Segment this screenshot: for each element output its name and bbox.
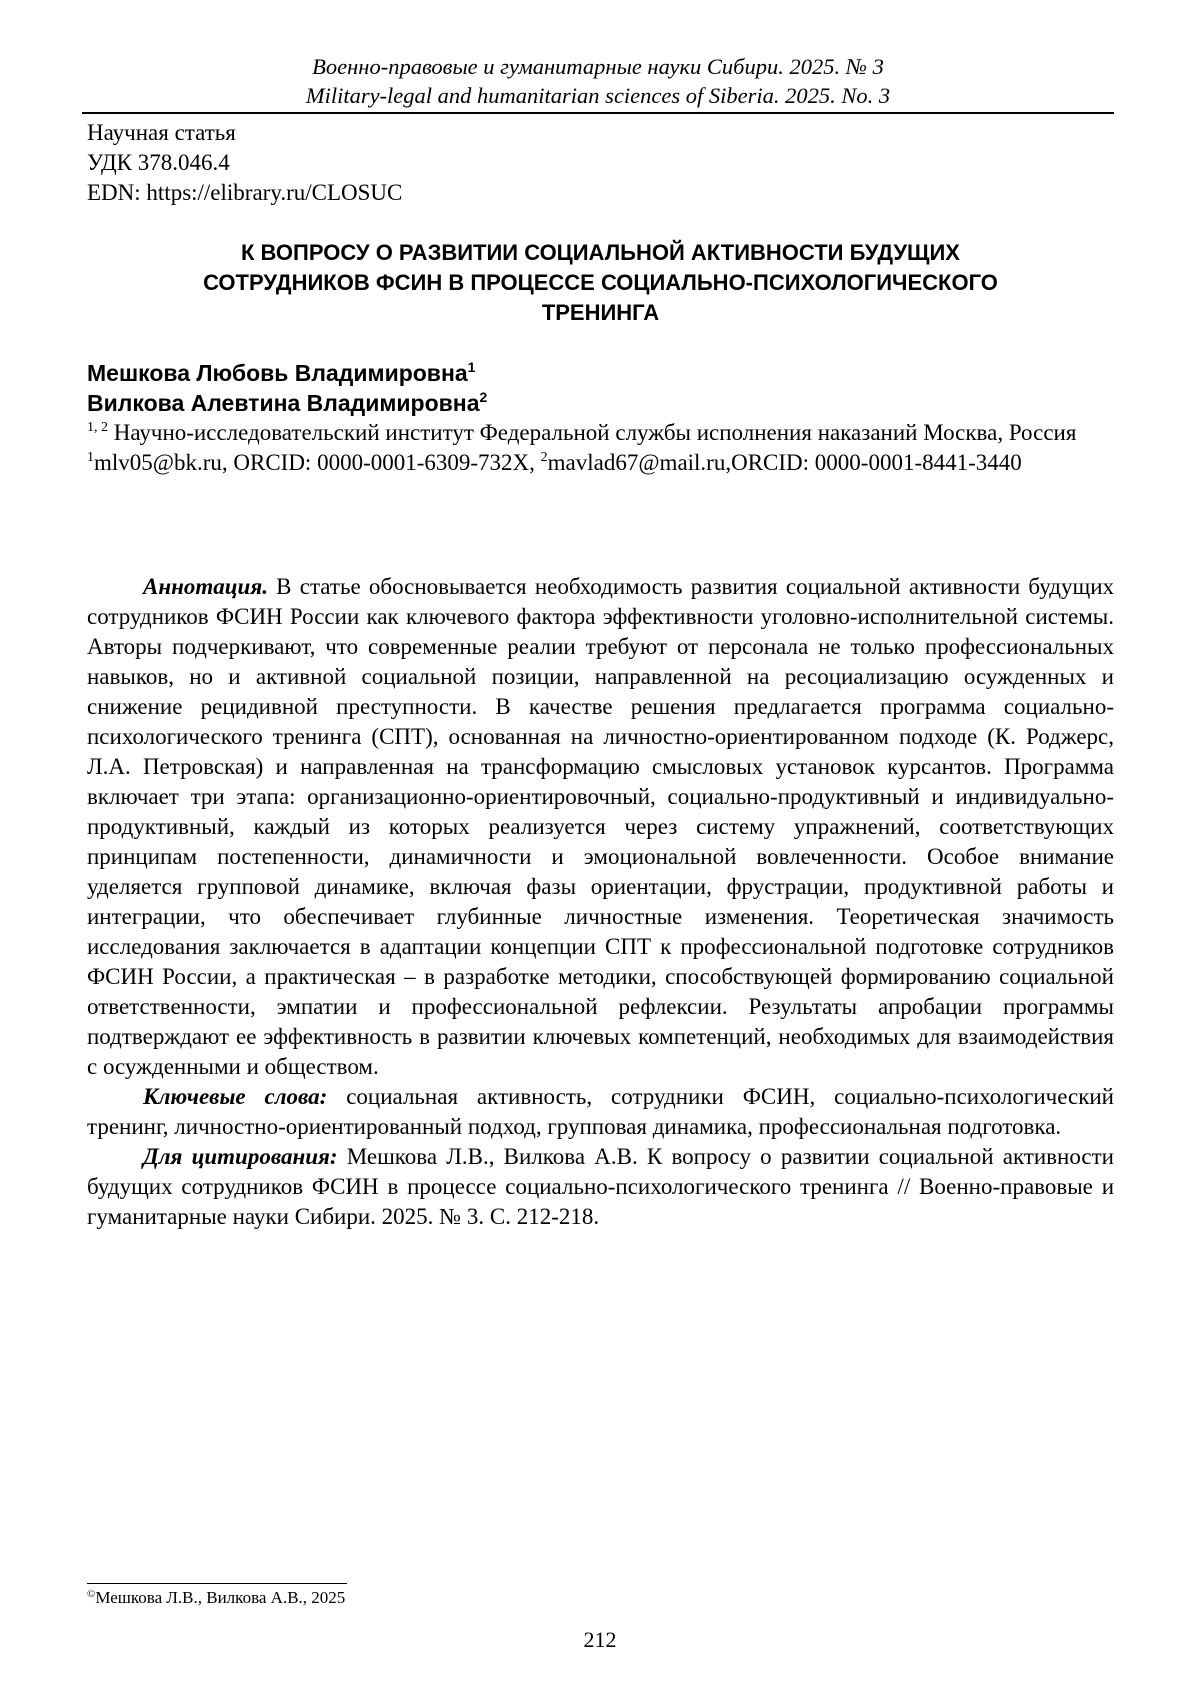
copyright-footnote [87,1587,345,1609]
affiliation [87,418,1114,448]
author-1-sup: 1 [467,359,476,375]
contacts [87,448,1114,478]
citation-text: Мешкова Л.В., Вилкова А.В. К вопросу о развитии социальной активности будущих сотрудников ФСИН в процессе социально-психологического тренинга // Военно-правовые и гуманитарные науки Сибири. 2025. № 3. С. 212-218. [87,1144,1114,1229]
journal-header [82,52,1114,110]
edn-link[interactable]: EDN: https://elibrary.ru/CLOSUC [87,180,403,205]
article-title [87,238,1114,328]
article-meta [87,118,402,208]
journal-title-en: Military-legal and humanitarian sciences of Siberia. 2025. No. 3 [305,83,891,108]
contact-2-text[interactable]: mavlad67@mail.ru,ORCID: 0000-0001-8441-3440 [547,450,1022,475]
header-divider [82,112,1114,114]
copyright-symbol: © [87,1588,96,1600]
title-line: ТРЕНИНГА [541,300,660,325]
title-line: К ВОПРОСУ О РАЗВИТИИ СОЦИАЛЬНОЙ АКТИВНОСТИ БУДУЩИХ [241,240,960,265]
page-number: 212 [583,1627,617,1652]
abstract-section [87,572,1114,1232]
contact-1-text[interactable]: mlv05@bk.ru, ORCID: 0000-0001-6309-732X, [94,450,541,475]
citation-label: Для цитирования: [143,1144,338,1169]
abstract-paragraph [87,572,1114,1082]
journal-title-ru: Военно-правовые и гуманитарные науки Сибири. 2025. № 3 [312,54,884,79]
contact-2-sup: 2 [540,450,548,465]
authors-block [87,358,1114,478]
keywords-text: социальная активность, сотрудники ФСИН, социально-психологический тренинг, личностно-ориентированный подход, групповая динамика, профессиональная подготовка. [87,1084,1114,1139]
copyright-text: Мешкова Л.В., Вилкова А.В., 2025 [95,1588,346,1607]
author-1 [87,358,1114,388]
affiliation-text: Научно-исследовательский институт Федеральной службы исполнения наказаний Москва, Россия [108,420,1077,445]
abstract-text: В статье обосновывается необходимость развития социальной активности будущих сотрудников ФСИН России как ключевого фактора эффективности уголовно-исполнительной системы. Авторы подчеркивают, что современные реалии требуют от персонала не только профессиональных навыков, но и активной социальной позиции, направленной на ресоциализацию осужденных и снижение рецидивной преступности. В качестве решения предлагается программа социально-психологического тренинга (СПТ), основанная на личностно-ориентированном подходе (К. Роджерс, Л.А. Петровская) и направленная на трансформацию смысловых установок курсантов. Программа включает три этапа: организационно-ориентировочный, социально-продуктивный и индивидуально-продуктивный, каждый из которых реализуется через систему упражнений, соответствующих принципам постепенности, динамичности и эмоциональной вовлеченности. Особое внимание уделяется групповой динамике, включая фазы ориентации, фрустрации, продуктивной работы и интеграции, что обеспечивает глубинные личностные изменения. Теоретическая значимость исследования заключается в адаптации концепции СПТ к профессиональной подготовке сотрудников ФСИН России, а практическая – в разработке методики, способствующей формированию социальной ответственности, эмпатии и профессиональной рефлексии. Результаты апробации программы подтверждают ее эффективность в развитии ключевых компетенций, необходимых для взаимодействия с осужденными и обществом. [87,574,1114,1079]
author-1-name: Мешкова Любовь Владимировна [87,360,468,386]
keywords-label: Ключевые слова: [143,1084,328,1109]
contact-1-sup: 1 [87,450,94,465]
udc-code: УДК 378.046.4 [87,150,230,175]
author-2 [87,388,1114,418]
affiliation-sup: 1, 2 [87,420,108,435]
author-2-sup: 2 [479,389,488,405]
title-line: СОТРУДНИКОВ ФСИН В ПРОЦЕССЕ СОЦИАЛЬНО-ПСИХОЛОГИЧЕСКОГО [203,270,998,295]
abstract-label: Аннотация. [143,574,268,599]
article-type: Научная статья [87,120,236,145]
citation-paragraph [87,1142,1114,1232]
footnote-divider [87,1583,347,1584]
keywords-paragraph [87,1082,1114,1142]
author-2-name: Вилкова Алевтина Владимировна [87,390,480,416]
